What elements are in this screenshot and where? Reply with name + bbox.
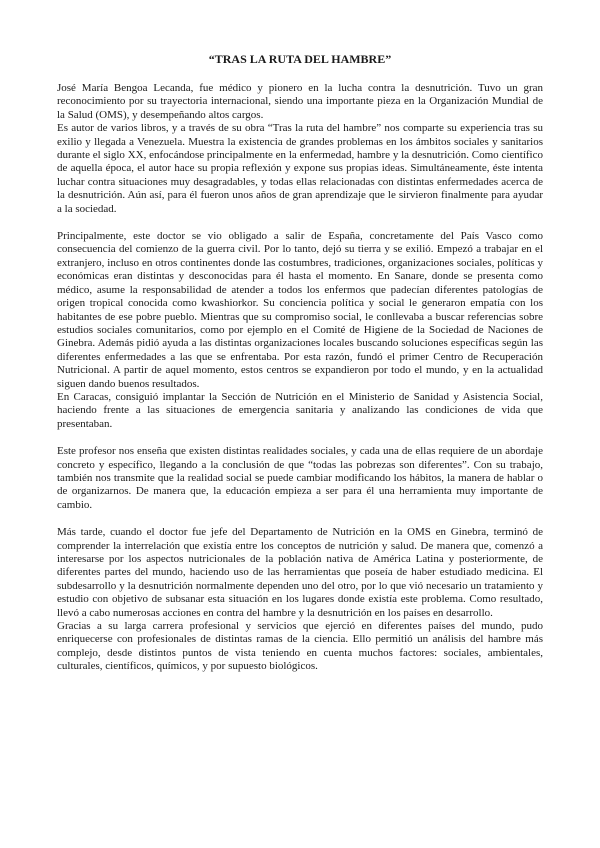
paragraph-book: Es autor de varios libros, y a través de su obra “Tras la ruta del hambre” nos comparte su experiencia tras su exilio y llegada a Venezuela. Muestra la existencia de grandes problemas en los ámbitos sociales y sanitarios durante el siglo XX, enfocándose principalmente en la enfermedad, hambre y la desnutrición. Como científico de aquella época, el autor hace su propia reflexión y expone sus propias ideas. Simultáneamente, éste intenta luchar contra situaciones muy desagradables, y todas ellas relacionadas con distintas enfermedades acerca de la desnutrición. Aún así, para él fueron unos años de gran aprendizaje que le sirvieron finalmente para ayudar a la sociedad. xyxy=(57,122,543,215)
document-title: “TRAS LA RUTA DEL HAMBRE” xyxy=(208,52,392,66)
paragraph-career: Gracias a su larga carrera profesional y servicios que ejerció en diferentes países del mundo, pudo enriquecerse con profesionales de distintas ramas de la ciencia. Ello permitió un análisis del hambre más complejo, desde distintos puntos de vista teniendo en cuenta muchos factores: sociales, ambientales, culturales, científicos, químicos, y por supuesto biológicos. xyxy=(57,620,543,673)
paragraph-realities: Este profesor nos enseña que existen distintas realidades sociales, y cada una de ellas requiere de un abordaje concreto y específico, llegando a la conclusión de que “todas las pobrezas son diferentes”. Con su trabajo, también nos transmite que la realidad social se puede cambiar modificando los hábitos, la manera de hablar o de organizarnos. De manera que, la educación empieza a ser para él una herramienta muy importante de cambio. xyxy=(57,445,543,511)
paragraph-caracas: En Caracas, consiguió implantar la Sección de Nutrición en el Ministerio de Sanidad y Asistencia Social, haciendo frente a las situaciones de emergencia sanitaria y analizando las condiciones de vida que presentaban. xyxy=(57,390,543,430)
paragraph-intro: José María Bengoa Lecanda, fue médico y pionero en la lucha contra la desnutrición. Tuvo un gran reconocimiento por su trayectoria internacional, siendo una importante pieza en la Organización Mundial de la Salud (OMS), y desempeñando altos cargos. xyxy=(57,82,543,121)
paragraph-oms: Más tarde, cuando el doctor fue jefe del Departamento de Nutrición en la OMS en Ginebra, terminó de comprender la interrelación que existía entre los conceptos de nutrición y salud. De manera que, comenzó a interesarse por los aspectos nutricionales de la población nativa de América Latina y posteriormente, de diferentes partes del mundo, haciendo uso de las herramientas que poseía de haber estudiado medicina. El subdesarrollo y la desnutrición normalmente dependen uno del otro, por lo que vió necesario un tratamiento y estudio con objetivo de subsanar esta situación en los lugares donde existía este problema. Como resultado, llevó a cabo numerosas acciones en contra del hambre y la desnutrición en los países en desarrollo. xyxy=(57,526,543,619)
paragraph-gap xyxy=(57,512,543,526)
paragraph-gap xyxy=(57,431,543,445)
paragraph-exile: Principalmente, este doctor se vio obligado a salir de España, concretamente del País Vasco como consecuencia del comienzo de la guerra civil. Por lo tanto, dejó su tierra y se exilió. Empezó a trabajar en el extranjero, incluso en otros continentes donde las costumbres, tradiciones, organizaciones sociales, políticas y económicas eran distintas y desconocidas para él hasta el momento. En Sanare, donde se presenta como médico, asume la responsabilidad de atender a todos los enfermos que padecían diferentes patologías de origen tropical conocida como kwashiorkor. Su conciencia política y social le generaron empatía con los habitantes de ese pobre pueblo. Mientras que su compromiso social, le conllevaba a buscar referencias sobre estudios sociales comunitarios, como por ejemplo en el Comité de Higiene de la Sociedad de Naciones de Ginebra. Además pidió ayuda a las distintas organizaciones locales buscando soluciones específicas según las diferentes enfermedades a las que se enfrentaba. Por esta razón, fundó el primer Centro de Recuperación Nutricional. A partir de aquel momento, estos centros se expandieron por todo el mundo, y en la actualidad siguen dando buenos resultados. xyxy=(57,230,543,390)
paragraph-gap xyxy=(57,216,543,230)
